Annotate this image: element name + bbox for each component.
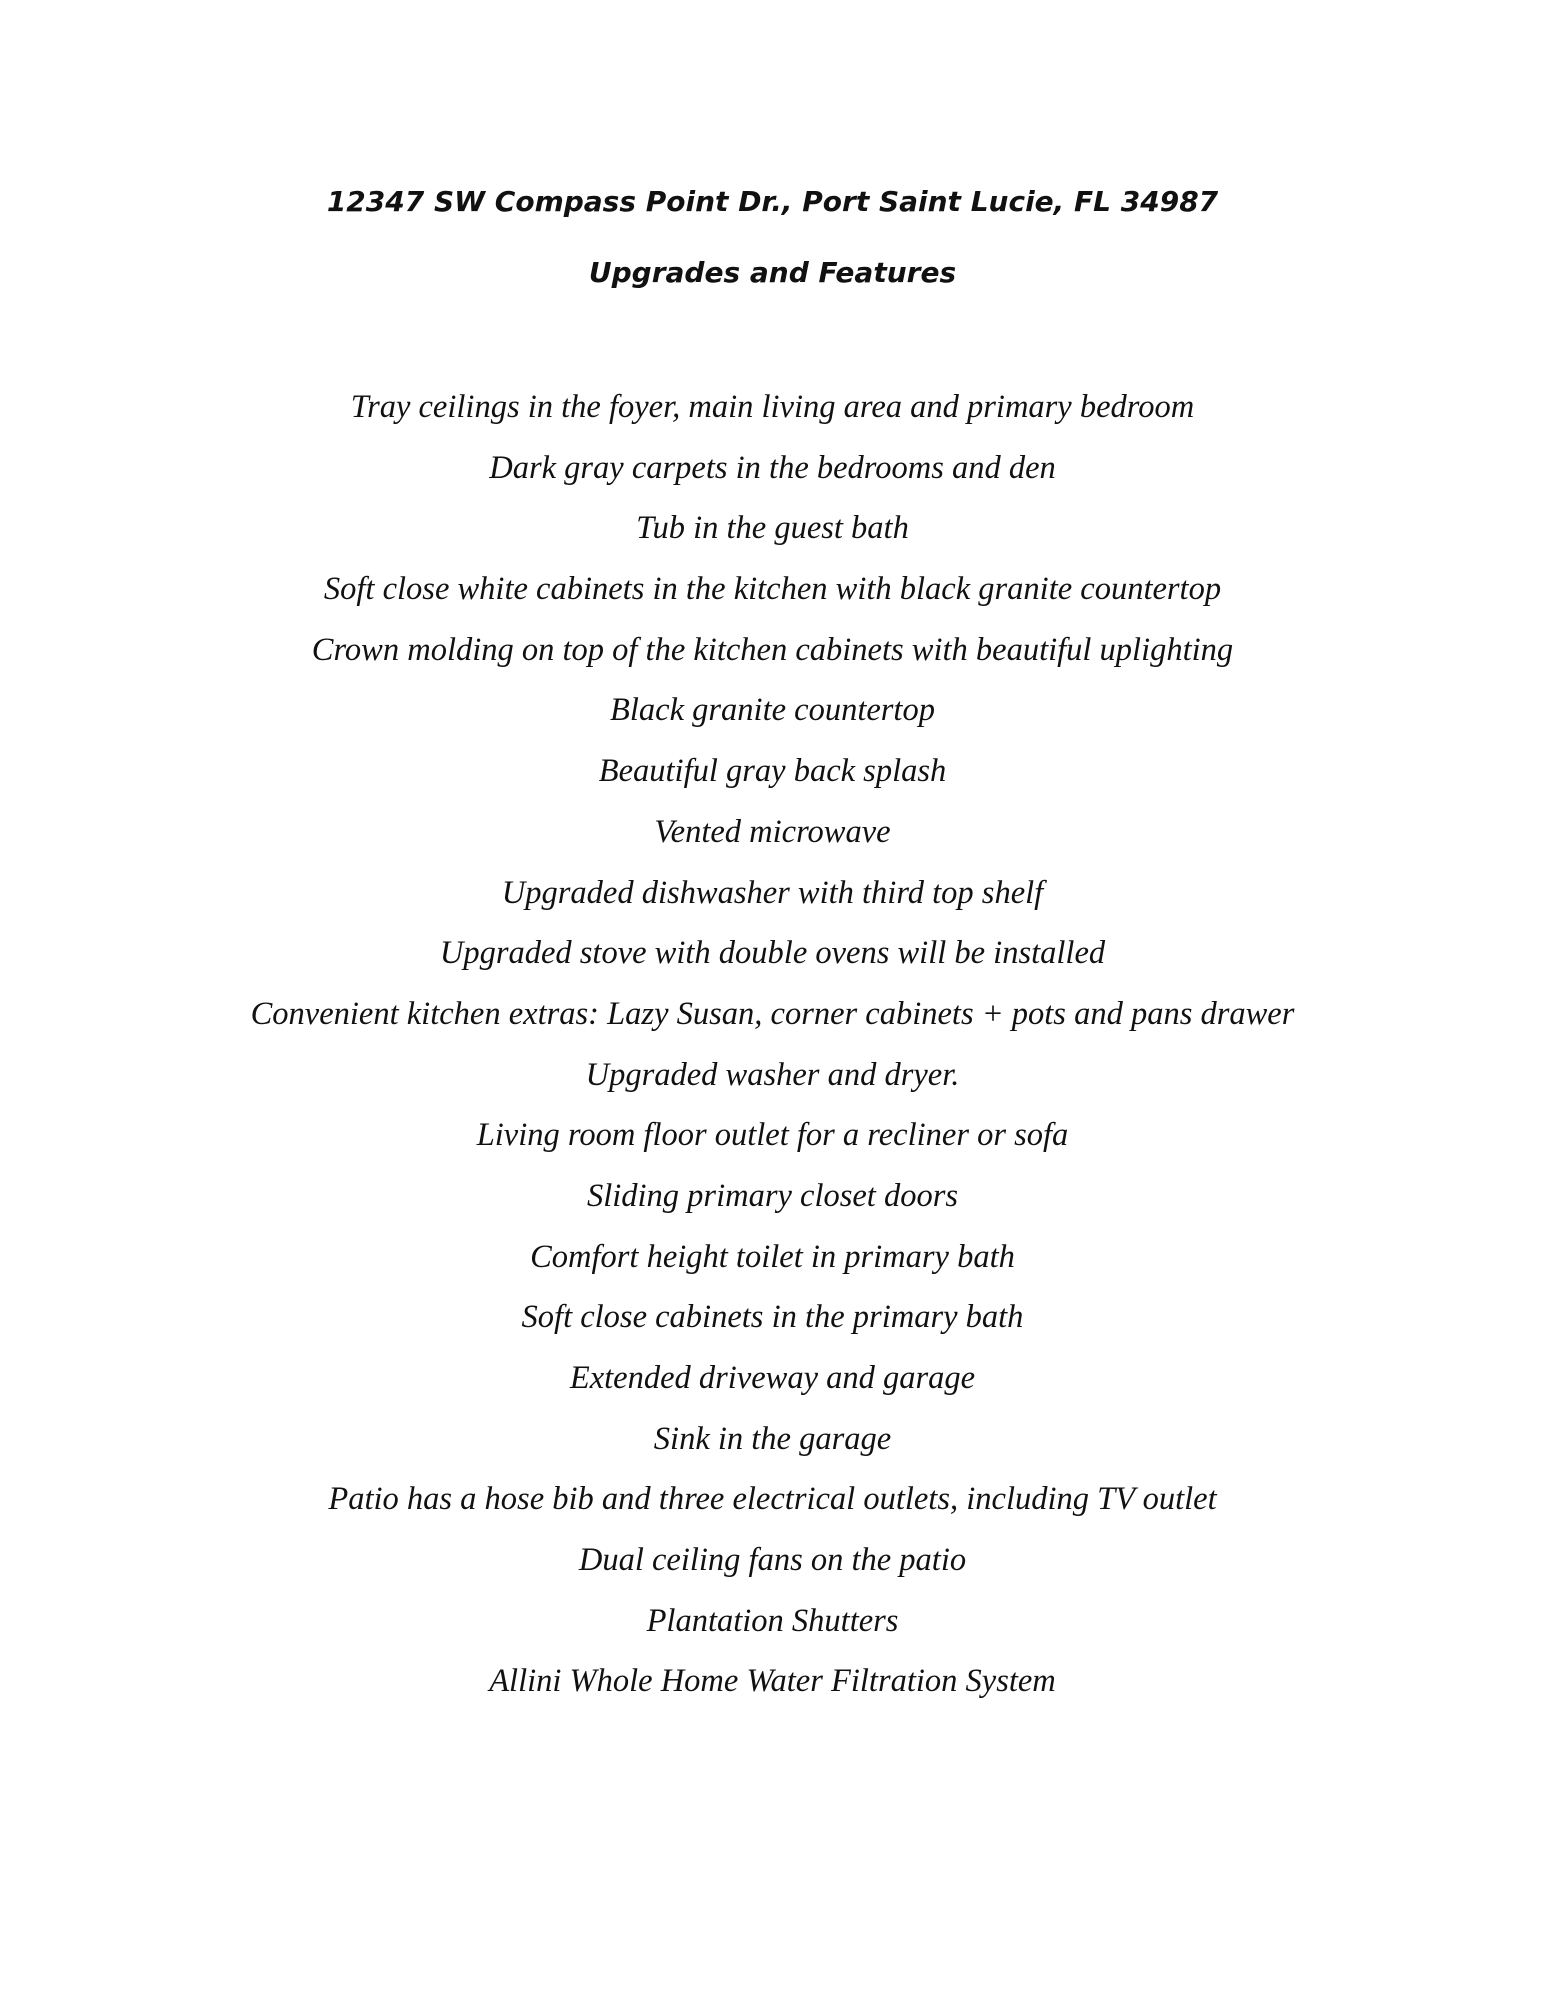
feature-item: Upgraded washer and dryer. [585, 1056, 960, 1093]
feature-item: Comfort height toilet in primary bath [530, 1238, 1015, 1275]
feature-item: Upgraded stove with double ovens will be installed [439, 935, 1106, 972]
feature-item: Sliding primary closet doors [586, 1177, 959, 1214]
property-address: 12347 SW Compass Point Dr., Port Saint Lucie, FL 34987 [326, 185, 1219, 218]
feature-item: Dual ceiling fans on the patio [578, 1542, 967, 1579]
feature-item: Extended driveway and garage [569, 1360, 976, 1396]
feature-item: Sink in the garage [653, 1420, 892, 1457]
feature-item: Crown molding on top of the kitchen cabinets with beautiful uplighting [311, 631, 1234, 668]
feature-item: Black granite countertop [610, 692, 935, 729]
feature-item: Plantation Shutters [646, 1602, 899, 1639]
feature-item: Soft close cabinets in the primary bath [521, 1299, 1024, 1336]
feature-item: Beautiful gray back splash [598, 753, 947, 790]
feature-item: Soft close white cabinets in the kitchen with black granite countertop [323, 571, 1222, 608]
feature-item: Living room floor outlet for a recliner or sofa [476, 1117, 1069, 1154]
feature-item: Patio has a hose bib and three electrical outlets, including TV outlet [328, 1481, 1217, 1518]
feature-item: Tray ceilings in the foyer, main living area and primary bedroom [350, 389, 1195, 425]
feature-item: Allini Whole Home Water Filtration System [489, 1663, 1056, 1700]
document-subtitle: Upgrades and Features [588, 256, 957, 289]
features-list [0, 385, 1545, 1720]
feature-item: Convenient kitchen extras: Lazy Susan, corner cabinets + pots and pans drawer [250, 995, 1295, 1032]
feature-item: Tub in the guest bath [636, 510, 909, 547]
feature-item: Dark gray carpets in the bedrooms and den [489, 449, 1056, 486]
feature-item: Upgraded dishwasher with third top shelf [501, 874, 1044, 911]
feature-item: Vented microwave [654, 813, 891, 850]
